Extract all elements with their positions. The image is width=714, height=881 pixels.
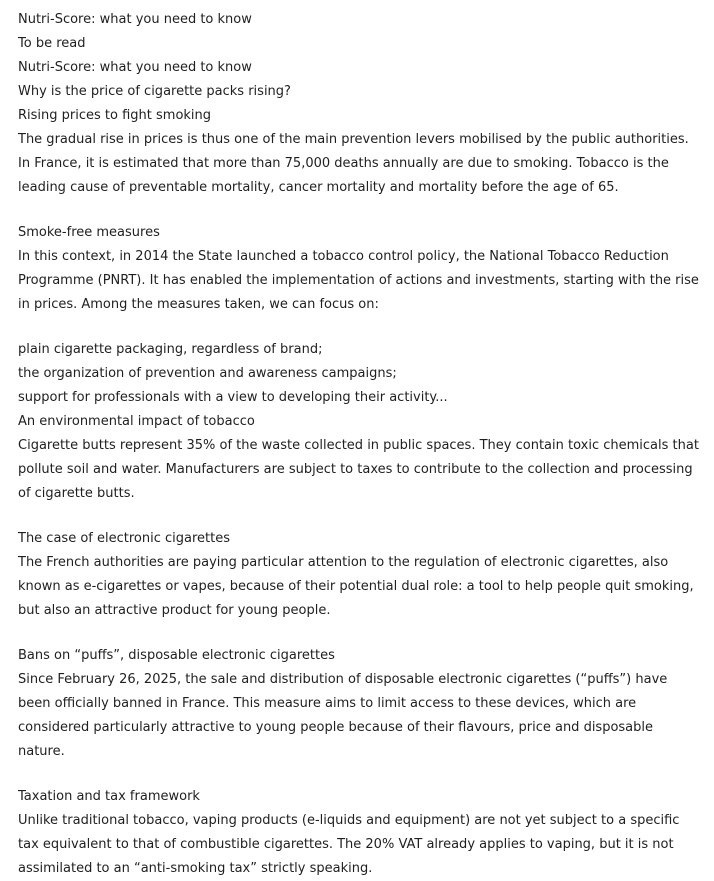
section-body-taxation: Unlike traditional tobacco, vaping products (e-liquids and equipment) are not yet subject to a specific tax equivalent to that of combustible cigarettes. The 20% VAT already applies to vaping, but it is not assimilated to an “anti-smoking tax” strictly speaking.: [18, 813, 680, 876]
section-heading-rising-prices: Rising prices to fight smoking: [18, 108, 212, 123]
related-link-nutri-score[interactable]: Nutri-Score: what you need to know: [18, 12, 252, 27]
section-body-rising-prices: The gradual rise in prices is thus one of the main prevention levers mobilised by the public authorities. In France, it is estimated that more than 75,000 deaths annually are due to smoking. Tobacco is the leading cause of preventable mortality, cancer mortality and mortality before the age of 65.: [18, 132, 689, 195]
related-link-cigarette-prices[interactable]: Why is the price of cigarette packs rising?: [18, 84, 291, 99]
section-body-smoke-free: In this context, in 2014 the State launched a tobacco control policy, the National Tobacco Reduction Programme (PNRT). It has enabled the implementation of actions and investments, starting with the rise in prices. Among the measures taken, we can focus on:: [18, 249, 699, 312]
spacer: [18, 317, 702, 338]
list-item: plain cigarette packaging, regardless of brand;: [18, 342, 323, 357]
section-heading-taxation: Taxation and tax framework: [18, 789, 200, 804]
to-be-read-label: To be read: [18, 36, 86, 51]
section-body-e-cigarettes: The French authorities are paying particular attention to the regulation of electronic cigarettes, also known as e-cigarettes or vapes, because of their potential dual role: a tool to help people quit smoking, but also an attractive product for young people.: [18, 555, 694, 618]
spacer: [18, 764, 702, 785]
spacer: [18, 623, 702, 644]
section-heading-environment: An environmental impact of tobacco: [18, 414, 255, 429]
section-heading-puffs-ban: Bans on “puffs”, disposable electronic cigarettes: [18, 648, 335, 663]
spacer: [18, 200, 702, 221]
section-heading-smoke-free: Smoke-free measures: [18, 225, 160, 240]
spacer: [18, 506, 702, 527]
section-body-puffs-ban: Since February 26, 2025, the sale and distribution of disposable electronic cigarettes (“puffs”) have been officially banned in France. This measure aims to limit access to these devices, which are considered particularly attractive to young people because of their flavours, price and disposable nature.: [18, 672, 668, 759]
list-item: the organization of prevention and awareness campaigns;: [18, 366, 397, 381]
section-heading-e-cigarettes: The case of electronic cigarettes: [18, 531, 230, 546]
related-link-nutri-score-2[interactable]: Nutri-Score: what you need to know: [18, 60, 252, 75]
list-item: support for professionals with a view to developing their activity...: [18, 390, 448, 405]
section-body-environment: Cigarette butts represent 35% of the waste collected in public spaces. They contain toxic chemicals that pollute soil and water. Manufacturers are subject to taxes to contribute to the collection and processing of cigarette butts.: [18, 438, 699, 501]
